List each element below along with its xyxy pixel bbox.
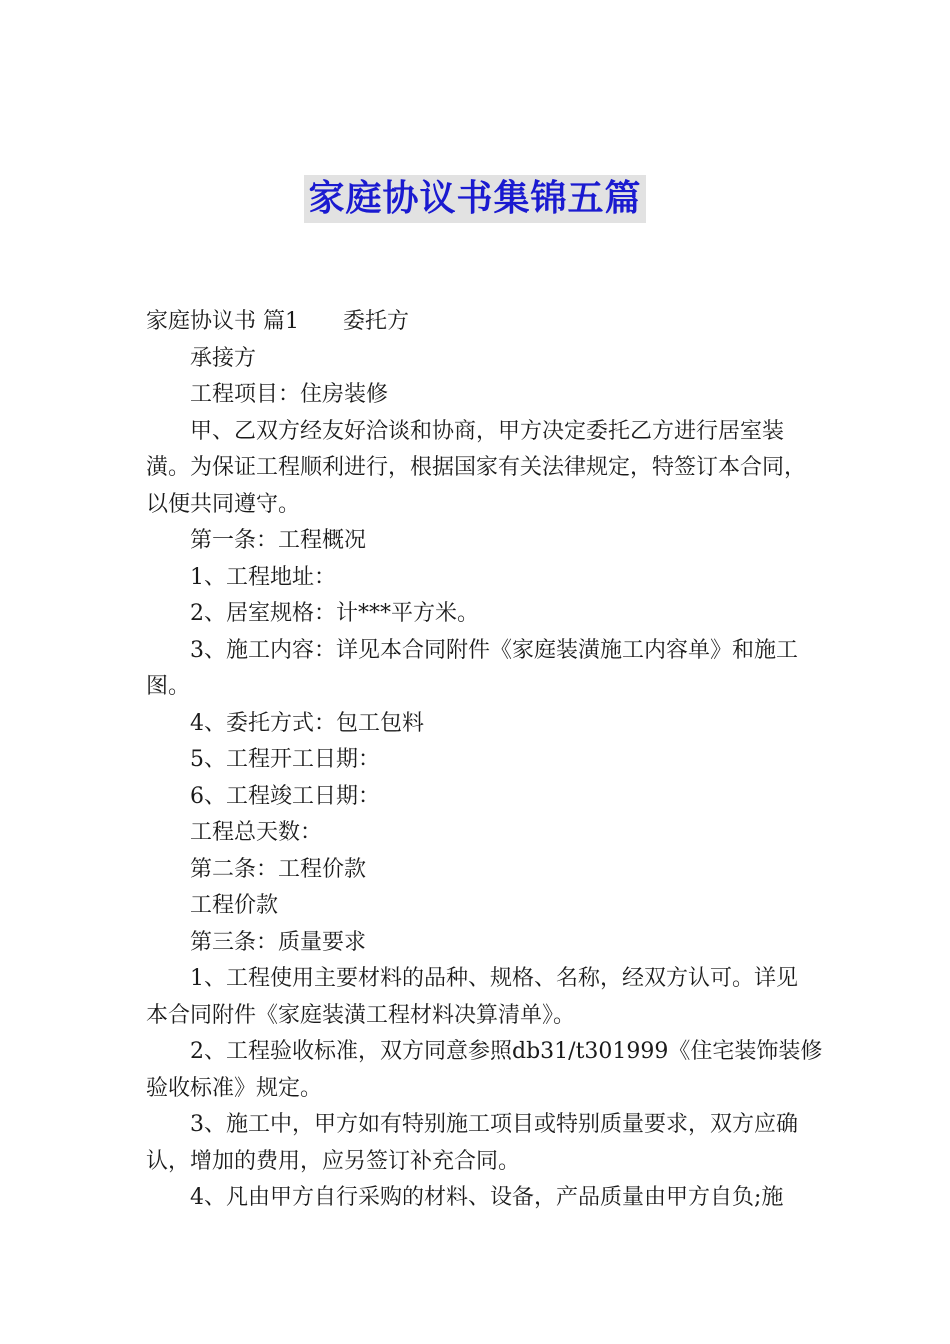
- paragraph-line: 甲、乙双方经友好洽谈和协商，甲方决定委托乙方进行居室装: [190, 418, 785, 444]
- party-a-label: 委托方: [343, 309, 410, 334]
- paragraph-line: 2、居室规格：计***平方米。: [190, 601, 479, 626]
- paragraph-line: 认，增加的费用，应另签订补充合同。: [146, 1148, 521, 1174]
- paragraph-line: 承接方: [190, 345, 257, 371]
- paragraph-line: 第二条：工程价款: [190, 856, 367, 882]
- paragraph-line: 4、委托方式：包工包料: [190, 710, 424, 736]
- section-label: 家庭协议书 篇1: [146, 309, 299, 334]
- paragraph-line: 工程项目：住房装修: [190, 382, 389, 407]
- paragraph-line: 图。: [146, 674, 191, 699]
- paragraph-line: 工程总天数：: [190, 820, 323, 845]
- paragraph-line: 3、施工内容：详见本合同附件《家庭装潢施工内容单》和施工: [190, 637, 798, 663]
- paragraph-line: 验收标准》规定。: [146, 1075, 323, 1101]
- paragraph-line: 工程价款: [190, 893, 279, 918]
- paragraph-line: 6、工程竣工日期：: [190, 783, 380, 809]
- paragraph-line: 5、工程开工日期：: [190, 747, 380, 772]
- paragraph-line: 第一条：工程概况: [190, 528, 367, 553]
- paragraph-line: 2、工程验收标准，双方同意参照db31/t301999《住宅装饰装修: [190, 1039, 823, 1064]
- paragraph-line: 1、工程使用主要材料的品种、规格、名称，经双方认可。详见: [190, 966, 798, 991]
- document-title: 家庭协议书集锦五篇: [304, 175, 645, 223]
- title-container: [0, 175, 950, 223]
- section-heading: [146, 304, 810, 341]
- paragraph-line: 本合同附件《家庭装潢工程材料决算清单》。: [146, 1002, 576, 1028]
- paragraph-line: 3、施工中，甲方如有特别施工项目或特别质量要求，双方应确: [190, 1112, 798, 1137]
- paragraph-line: 第三条：质量要求: [190, 929, 367, 955]
- paragraph-line: 1、工程地址：: [190, 564, 336, 590]
- paragraph-line: 潢。为保证工程顺利进行，根据国家有关法律规定，特签订本合同，: [146, 455, 807, 480]
- paragraph-line: 4、凡由甲方自行采购的材料、设备，产品质量由甲方自负;施: [190, 1185, 784, 1210]
- document-body: [146, 304, 823, 1217]
- paragraph-line: 以便共同遵守。: [146, 491, 301, 517]
